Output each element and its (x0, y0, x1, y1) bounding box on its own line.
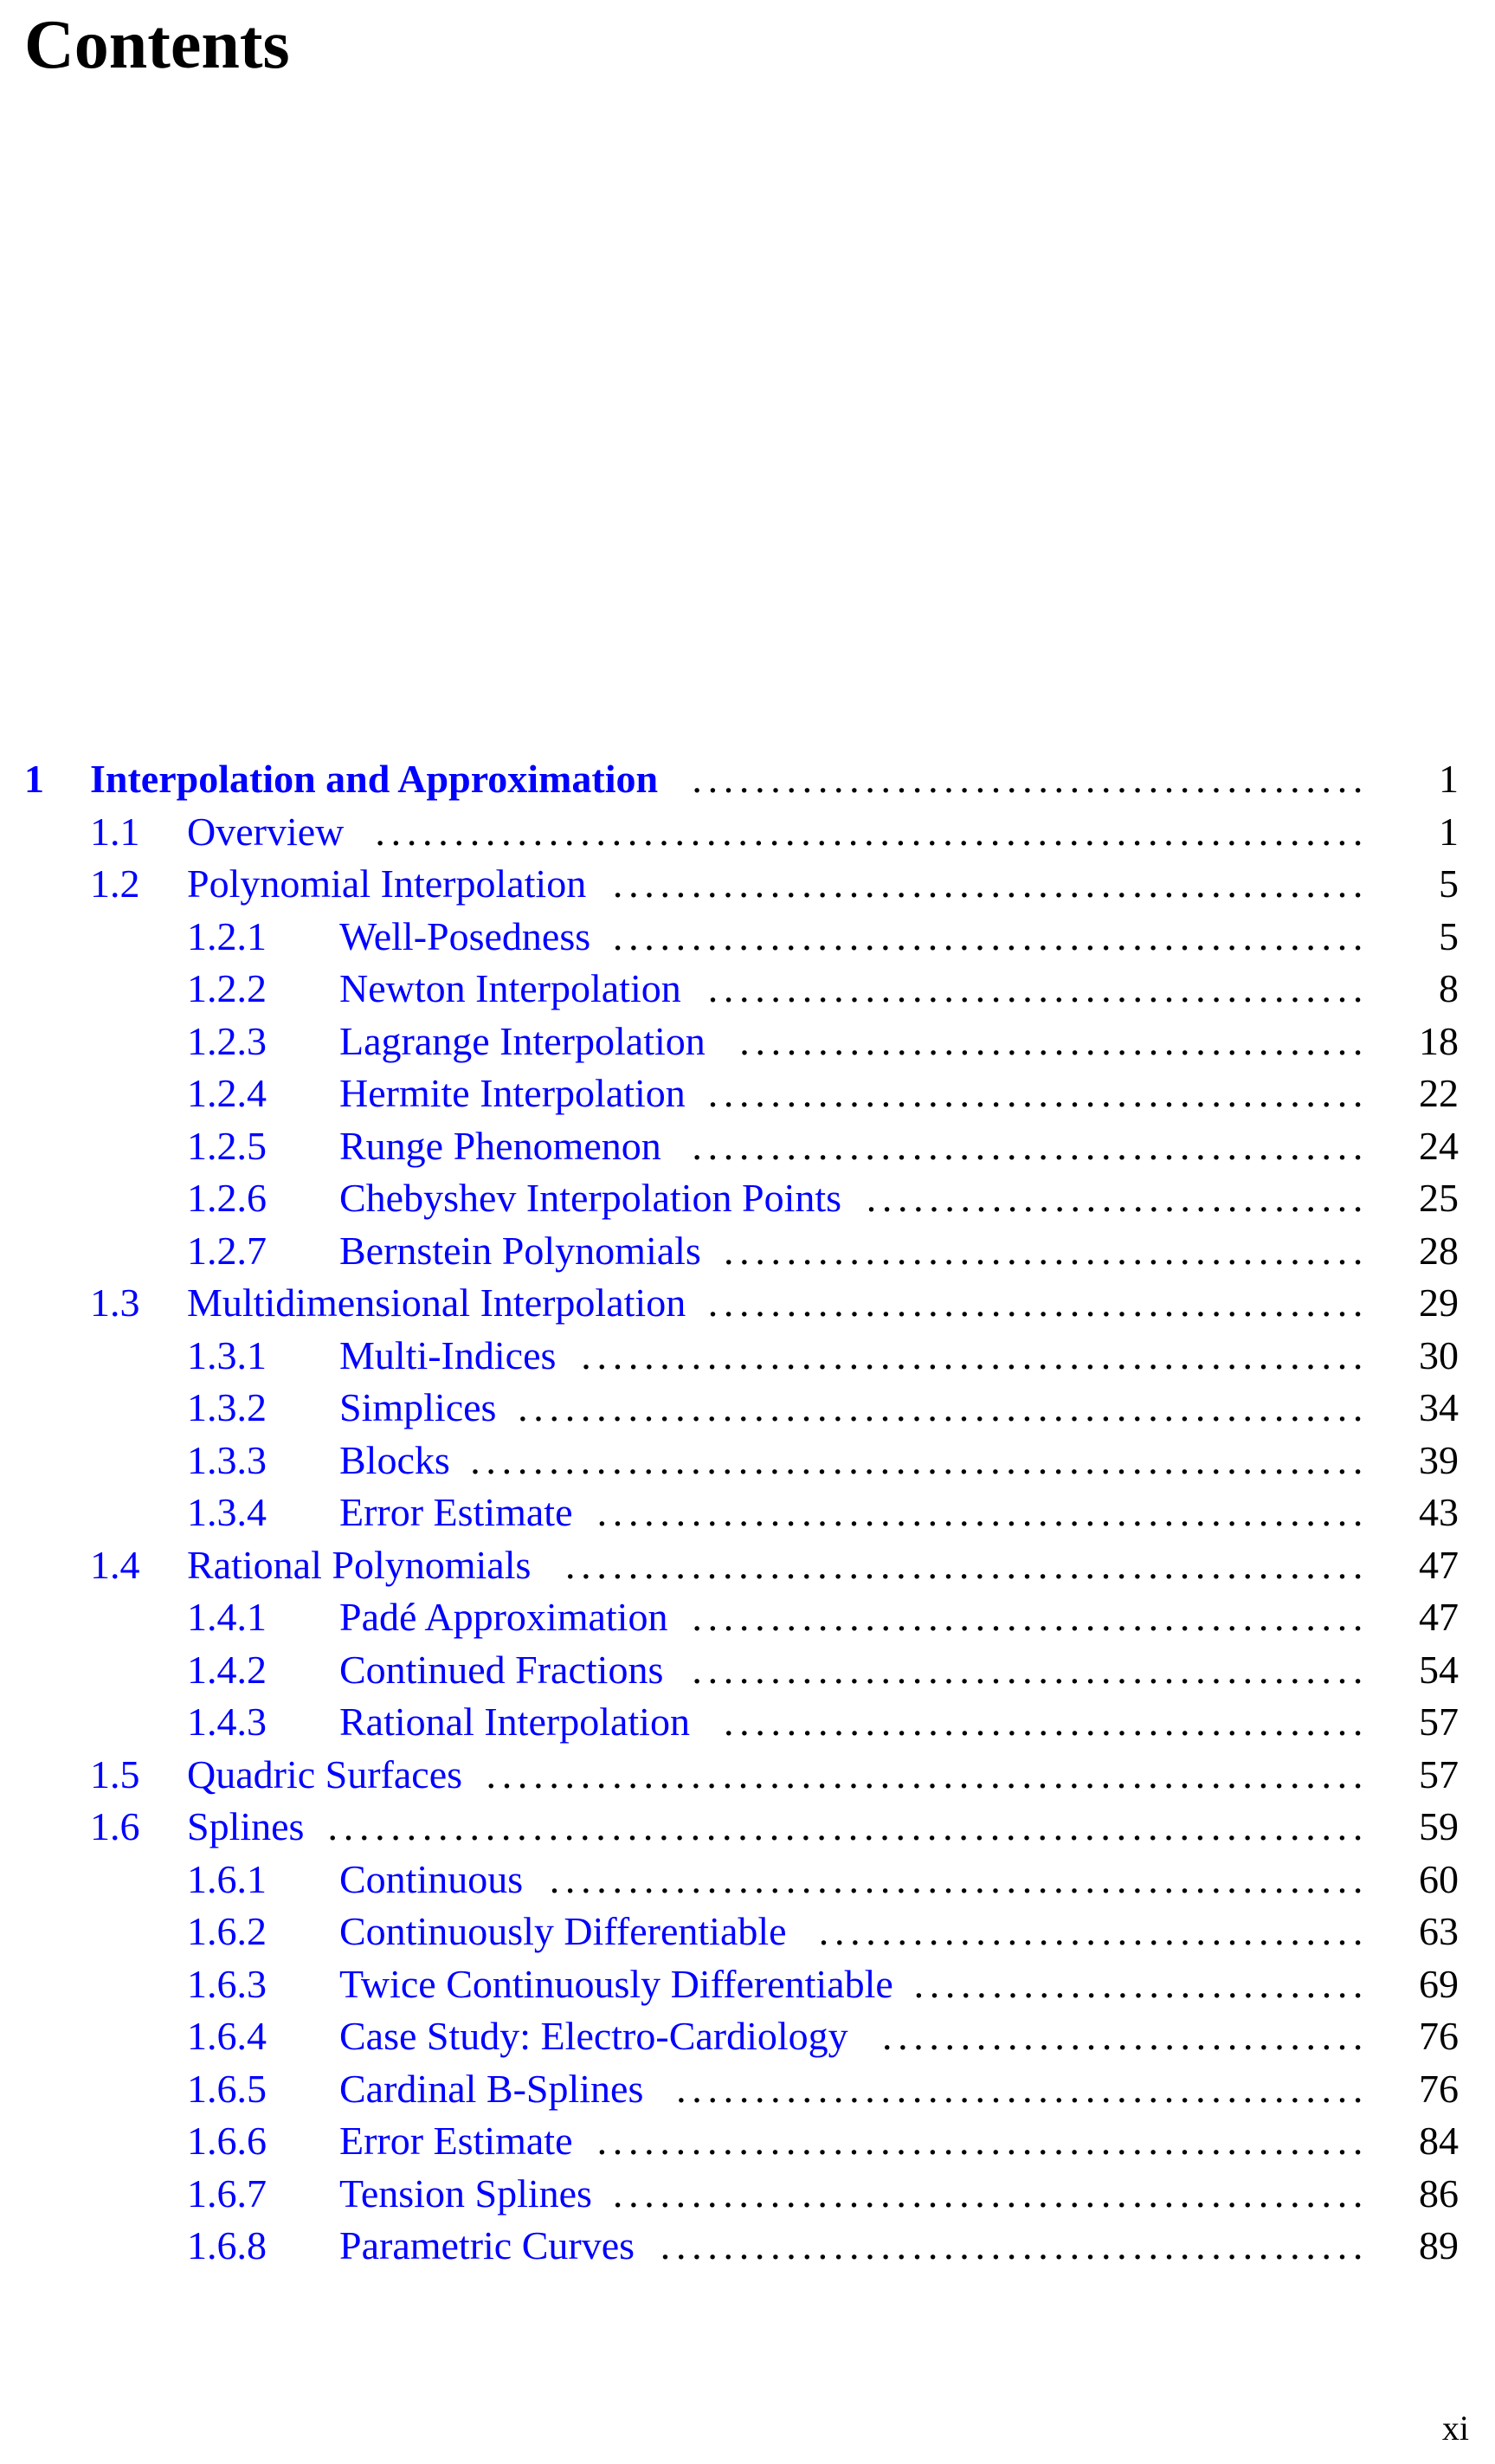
toc-entry-number[interactable]: 1.2.6 (187, 1176, 267, 1220)
dot-leader: . . . . . . . . . . . . . . . . . . . . . . . . . . . . . . . . . . . . . . . . . (723, 1700, 1361, 1744)
toc-entry-title[interactable]: Simplices (339, 1385, 497, 1429)
toc-entry-title[interactable]: Multi-Indices (339, 1332, 557, 1377)
toc-entry-page[interactable]: 8 (1439, 966, 1459, 1010)
dot-leader: . . . . . . . . . . . . . . . . . . . . . . . . . . . . . . . . . . . . . . . . . . . . (676, 2066, 1361, 2111)
dot-leader: . . . . . . . . . . . . . . . . . . . . . . . . . . . . . . . . . . . . . . . . . (723, 1228, 1361, 1273)
toc-entry-title[interactable]: Rational Interpolation (339, 1700, 690, 1744)
toc-entry-title[interactable]: Bernstein Polynomials (339, 1228, 701, 1273)
toc-entry-number[interactable]: 1.4.2 (187, 1647, 267, 1692)
toc-entry[interactable] (0, 2115, 1495, 2168)
dot-leader: . . . . . . . . . . . . . . . . . . . . . . . . . . . . . . . . . . . . . . . . . . (707, 1071, 1361, 1115)
toc-entry-number[interactable]: 1.3 (90, 1280, 140, 1325)
toc-entry-title[interactable]: Continuously Differentiable (339, 1909, 787, 1953)
toc-entry[interactable] (0, 911, 1495, 964)
dot-leader: . . . . . . . . . . . . . . . . . . . . . . . . . . . . . . . . . . . . . . . . . . . . . . . . . . . . . . . . (486, 1751, 1361, 1796)
dot-leader: . . . . . . . . . . . . . . . . . . . . . . . . . . . . . . . . . . . . . . . . . . (707, 966, 1361, 1010)
dot-leader: . . . . . . . . . . . . . . . . . . . . . . . . . . . . . . . . . . . . . . . . . . . (692, 1595, 1361, 1639)
toc-entry-title[interactable]: Chebyshev Interpolation Points (339, 1176, 842, 1220)
toc-entry-page[interactable]: 86 (1419, 2171, 1459, 2216)
toc-entry-number[interactable]: 1.6.1 (187, 1856, 267, 1901)
toc-entry[interactable] (0, 1435, 1495, 1487)
toc-entry[interactable] (0, 1016, 1495, 1068)
toc-entry-number[interactable]: 1.2.3 (187, 1018, 267, 1063)
toc-entry-page[interactable]: 22 (1419, 1071, 1459, 1115)
toc-entry-page[interactable]: 89 (1419, 2223, 1459, 2267)
dot-leader: . . . . . . . . . . . . . . . . . . . . . . . . . . . . . . . . . . . . . . . . . . . . . . . . . . (581, 1332, 1361, 1377)
toc-entry-title[interactable]: Tension Splines (339, 2171, 592, 2216)
toc-entry-page[interactable]: 54 (1419, 1647, 1459, 1692)
toc-entry[interactable] (0, 1068, 1495, 1120)
toc-entry-page[interactable]: 57 (1419, 1700, 1459, 1744)
toc-entry-page[interactable]: 76 (1419, 2014, 1459, 2058)
dot-leader: . . . . . . . . . . . . . . . . . . . . . . . . . . . . . . . . . . . . . . . . . . . . . . . . . . . (564, 1542, 1361, 1587)
toc-entry[interactable] (0, 1225, 1495, 1278)
toc-entry-title[interactable]: Hermite Interpolation (339, 1071, 686, 1115)
toc-entry-page[interactable]: 39 (1419, 1437, 1459, 1482)
toc-entry-page[interactable]: 84 (1419, 2119, 1459, 2163)
toc-entry[interactable] (0, 1120, 1495, 1173)
toc-entry-number[interactable]: 1.6.8 (187, 2223, 267, 2267)
toc-entry[interactable] (0, 1172, 1495, 1225)
toc-entry-title[interactable]: Well-Posedness (339, 913, 591, 958)
dot-leader: . . . . . . . . . . . . . . . . . . . . . . . . . . . . . . . . . . . . . . . . . . . . . . . . . (596, 2119, 1361, 2163)
toc-entry[interactable] (0, 2063, 1495, 2116)
toc-entry-number[interactable]: 1.6.5 (187, 2066, 267, 2111)
toc-entry[interactable] (0, 1277, 1495, 1330)
toc-entry-page[interactable]: 57 (1419, 1751, 1459, 1796)
toc-entry-number[interactable]: 1.2.4 (187, 1071, 267, 1115)
toc-entry[interactable] (0, 1696, 1495, 1749)
toc-entry-page[interactable]: 28 (1419, 1228, 1459, 1273)
toc-entry-title[interactable]: Error Estimate (339, 2119, 573, 2163)
toc-entry-number[interactable]: 1.4.1 (187, 1595, 267, 1639)
toc-entry-title[interactable]: Multidimensional Interpolation (187, 1280, 686, 1325)
toc-entry[interactable] (0, 1591, 1495, 1644)
toc-entry-page[interactable]: 47 (1419, 1595, 1459, 1639)
page-folio: xi (1441, 2409, 1469, 2448)
toc-entry-number[interactable]: 1.6.6 (187, 2119, 267, 2163)
toc-entry-title[interactable]: Twice Continuously Differentiable (339, 1961, 893, 2006)
toc-entry-page[interactable]: 30 (1419, 1332, 1459, 1377)
toc-entry-number[interactable]: 1.6.3 (187, 1961, 267, 2006)
dot-leader: . . . . . . . . . . . . . . . . . . . . . . . . . . . . . . . . . . . . . . . . . . . . . . . . . . . . . . . . . (470, 1437, 1361, 1482)
toc-entry-page[interactable]: 24 (1419, 1123, 1459, 1168)
toc-entry[interactable] (0, 1749, 1495, 1802)
toc-entry-title[interactable]: Lagrange Interpolation (339, 1018, 706, 1063)
dot-leader: . . . . . . . . . . . . . . . . . . . . . . . . . . . . . (913, 1961, 1361, 2006)
toc-entry-title[interactable]: Interpolation and Approximation (90, 757, 659, 801)
toc-entry[interactable] (0, 2010, 1495, 2063)
toc-entry-title[interactable]: Parametric Curves (339, 2223, 635, 2267)
toc-entry[interactable] (0, 1644, 1495, 1697)
toc-entry-number[interactable]: 1.5 (90, 1751, 140, 1796)
toc-entry-number[interactable]: 1.1 (90, 809, 140, 854)
toc-entry-number[interactable]: 1.3.3 (187, 1437, 267, 1482)
dot-leader: . . . . . . . . . . . . . . . . . . . . . . . . . . . . . . . . . . . (818, 1909, 1361, 1953)
toc-entry-page[interactable]: 1 (1439, 757, 1459, 801)
page-title: Contents (24, 7, 290, 83)
toc-entry-page[interactable]: 59 (1419, 1804, 1459, 1848)
toc-entry-title[interactable]: Newton Interpolation (339, 966, 681, 1010)
dot-leader: . . . . . . . . . . . . . . . . . . . . . . . . . . . . . . . . . . . . . . . . . . . (692, 1647, 1361, 1692)
toc-entry-title[interactable]: Cardinal B-Splines (339, 2066, 644, 2111)
toc-entry-number[interactable]: 1.2.1 (187, 913, 267, 958)
dot-leader: . . . . . . . . . . . . . . . . . . . . . . . . . . . . . . . . . . . . . . . . (739, 1018, 1361, 1063)
toc-entry-title[interactable]: Case Study: Electro-Cardiology (339, 2014, 848, 2058)
toc-entry[interactable] (0, 963, 1495, 1016)
dot-leader: . . . . . . . . . . . . . . . . . . . . . . . . . . . . . . . . . . . . . . . . . . . . . . . . . . . . . . (518, 1385, 1361, 1429)
toc-entry[interactable] (0, 806, 1495, 859)
toc-entry-number[interactable]: 1.6.4 (187, 2014, 267, 2058)
dot-leader: . . . . . . . . . . . . . . . . . . . . . . . . . . . . . . . . (866, 1176, 1361, 1220)
table-of-contents (0, 753, 1495, 2273)
toc-entry-page[interactable]: 47 (1419, 1542, 1459, 1587)
toc-entry-title[interactable]: Runge Phenomenon (339, 1123, 661, 1168)
toc-entry-page[interactable]: 5 (1439, 913, 1459, 958)
toc-entry[interactable] (0, 1801, 1495, 1854)
toc-entry-page[interactable]: 5 (1439, 861, 1459, 906)
toc-entry-number[interactable]: 1.3.4 (187, 1490, 267, 1534)
toc-entry-title[interactable]: Quadric Surfaces (187, 1751, 463, 1796)
toc-entry-title[interactable]: Splines (187, 1804, 305, 1848)
dot-leader: . . . . . . . . . . . . . . . . . . . . . . . . . . . . . . . (881, 2014, 1361, 2058)
toc-entry-number[interactable]: 1.4.3 (187, 1700, 267, 1744)
toc-entry-title[interactable]: Rational Polynomials (187, 1542, 532, 1587)
toc-entry-number[interactable]: 1.6 (90, 1804, 140, 1848)
toc-entry-number[interactable]: 1.3.2 (187, 1385, 267, 1429)
toc-entry[interactable] (0, 1958, 1495, 2011)
toc-entry-page[interactable]: 18 (1419, 1018, 1459, 1063)
toc-entry[interactable] (0, 1906, 1495, 1958)
toc-entry-number[interactable]: 1.6.2 (187, 1909, 267, 1953)
toc-entry-page[interactable]: 43 (1419, 1490, 1459, 1534)
dot-leader: . . . . . . . . . . . . . . . . . . . . . . . . . . . . . . . . . . . . . . . . . . . . . . . . . . . . (549, 1856, 1361, 1901)
toc-entry-page[interactable]: 29 (1419, 1280, 1459, 1325)
dot-leader: . . . . . . . . . . . . . . . . . . . . . . . . . . . . . . . . . . . . . . . . . . . . . . . . . . . . . . . . . . . . . . . . . . (327, 1804, 1361, 1848)
toc-entry-number[interactable]: 1.2.7 (187, 1228, 267, 1273)
toc-entry[interactable] (0, 1487, 1495, 1539)
dot-leader: . . . . . . . . . . . . . . . . . . . . . . . . . . . . . . . . . . . . . . . . . . . . . . . . . (596, 1490, 1361, 1534)
toc-entry-number[interactable]: 1.2.5 (187, 1123, 267, 1168)
dot-leader: . . . . . . . . . . . . . . . . . . . . . . . . . . . . . . . . . . . . . . . . . . . . . . . . (612, 2171, 1361, 2216)
toc-entry-number[interactable]: 1.2 (90, 861, 140, 906)
toc-entry-page[interactable]: 1 (1439, 809, 1459, 854)
toc-entry-page[interactable]: 76 (1419, 2066, 1459, 2111)
toc-entry[interactable] (0, 753, 1495, 806)
toc-entry-page[interactable]: 60 (1419, 1856, 1459, 1901)
dot-leader: . . . . . . . . . . . . . . . . . . . . . . . . . . . . . . . . . . . . . . . . . . . . . . . . (612, 861, 1361, 906)
toc-entry-page[interactable]: 63 (1419, 1909, 1459, 1953)
toc-entry-title[interactable]: Overview (187, 809, 345, 854)
toc-entry-title[interactable]: Padé Approximation (339, 1595, 668, 1639)
toc-entry[interactable] (0, 1539, 1495, 1592)
toc-entry[interactable] (0, 2220, 1495, 2273)
toc-entry-number[interactable]: 1.6.7 (187, 2171, 267, 2216)
toc-entry-title[interactable]: Blocks (339, 1437, 450, 1482)
toc-entry-page[interactable]: 34 (1419, 1385, 1459, 1429)
dot-leader: . . . . . . . . . . . . . . . . . . . . . . . . . . . . . . . . . . . . . . . . . . . . . . . . (612, 913, 1361, 958)
toc-entry[interactable] (0, 1382, 1495, 1435)
toc-entry-number[interactable]: 1 (24, 757, 44, 801)
toc-entry-title[interactable]: Error Estimate (339, 1490, 573, 1534)
dot-leader: . . . . . . . . . . . . . . . . . . . . . . . . . . . . . . . . . . . . . . . . . . . . . (660, 2223, 1361, 2267)
dot-leader: . . . . . . . . . . . . . . . . . . . . . . . . . . . . . . . . . . . . . . . . . . . (692, 757, 1361, 801)
dot-leader: . . . . . . . . . . . . . . . . . . . . . . . . . . . . . . . . . . . . . . . . . . . . . . . . . . . . . . . . . . . . . . . (375, 809, 1361, 854)
toc-entry-number[interactable]: 1.4 (90, 1542, 140, 1587)
toc-entry-page[interactable]: 25 (1419, 1176, 1459, 1220)
toc-entry-number[interactable]: 1.2.2 (187, 966, 267, 1010)
toc-entry-title[interactable]: Polynomial Interpolation (187, 861, 587, 906)
toc-entry[interactable] (0, 1330, 1495, 1383)
toc-entry-page[interactable]: 69 (1419, 1961, 1459, 2006)
toc-entry-title[interactable]: Continued Fractions (339, 1647, 664, 1692)
toc-entry[interactable] (0, 858, 1495, 911)
toc-entry-title[interactable]: Continuous (339, 1856, 524, 1901)
dot-leader: . . . . . . . . . . . . . . . . . . . . . . . . . . . . . . . . . . . . . . . . . . (707, 1280, 1361, 1325)
dot-leader: . . . . . . . . . . . . . . . . . . . . . . . . . . . . . . . . . . . . . . . . . . . (692, 1123, 1361, 1168)
toc-entry[interactable] (0, 2168, 1495, 2221)
toc-entry[interactable] (0, 1854, 1495, 1906)
toc-entry-number[interactable]: 1.3.1 (187, 1332, 267, 1377)
